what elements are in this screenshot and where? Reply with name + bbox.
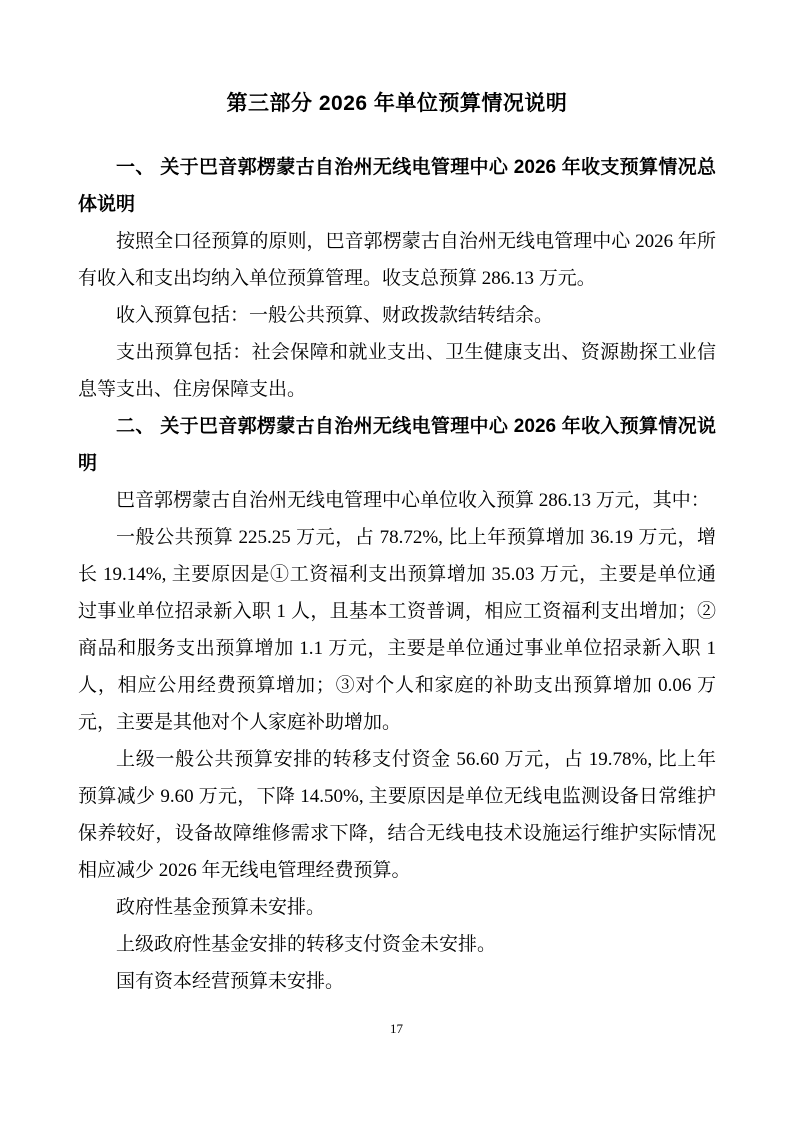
paragraph-transfer-payment-detail: 上级一般公共预算安排的转移支付资金 56.60 万元，占 19.78%, 比上年预算减少 9.60 万元，下降 14.50%, 主要原因是单位无线电监测设备日常维护保养较好，设备故障维修需求下降，结合无线电技术设施运行维护实际情况相应减少 2026 年无线电管理经费预算。 [78,749,716,881]
document-title: 第三部分 2026 年单位预算情况说明 [226,92,568,115]
section-1-heading: 一、 关于巴音郭楞蒙古自治州无线电管理中心 2026 年收支预算情况总体说明 [78,157,716,215]
paragraph-expenditure-budget-includes: 支出预算包括：社会保障和就业支出、卫生健康支出、资源勘探工业信息等支出、住房保障支出。 [78,342,716,400]
paragraph-superior-government-fund: 上级政府性基金安排的转移支付资金未安排。 [116,934,497,955]
paragraph-government-fund: 政府性基金预算未安排。 [116,897,326,918]
paragraph-income-budget-includes: 收入预算包括：一般公共预算、财政拨款结转结余。 [116,305,554,326]
paragraph-general-public-budget-detail: 一般公共预算 225.25 万元，占 78.72%, 比上年预算增加 36.19 万元，增长 19.14%, 主要原因是①工资福利支出预算增加 35.03 万元，主要是单位通过事业单位招录新入职 1 人，且基本工资普调，相应工资福利支出增加；②商品和服务支出预算增加 1.1 万元，主要是单位通过事业单位招录新入职 1 人，相应公用经费预算增加；③对个人和家庭的补助支出预算增加 0.06 万元，主要是其他对个人家庭补助增加。 [78,527,716,733]
paragraph-state-capital-budget: 国有资本经营预算未安排。 [116,971,345,992]
page-number: 17 [390,1021,403,1036]
section-2-heading: 二、 关于巴音郭楞蒙古自治州无线电管理中心 2026 年收入预算情况说明 [78,416,716,474]
document-content [78,85,716,1000]
paragraph-total-budget: 按照全口径预算的原则，巴音郭楞蒙古自治州无线电管理中心 2026 年所有收入和支出均纳入单位预算管理。收支总预算 286.13 万元。 [78,231,716,289]
paragraph-unit-income-budget: 巴音郭楞蒙古自治州无线电管理中心单位收入预算 286.13 万元，其中： [116,490,710,511]
